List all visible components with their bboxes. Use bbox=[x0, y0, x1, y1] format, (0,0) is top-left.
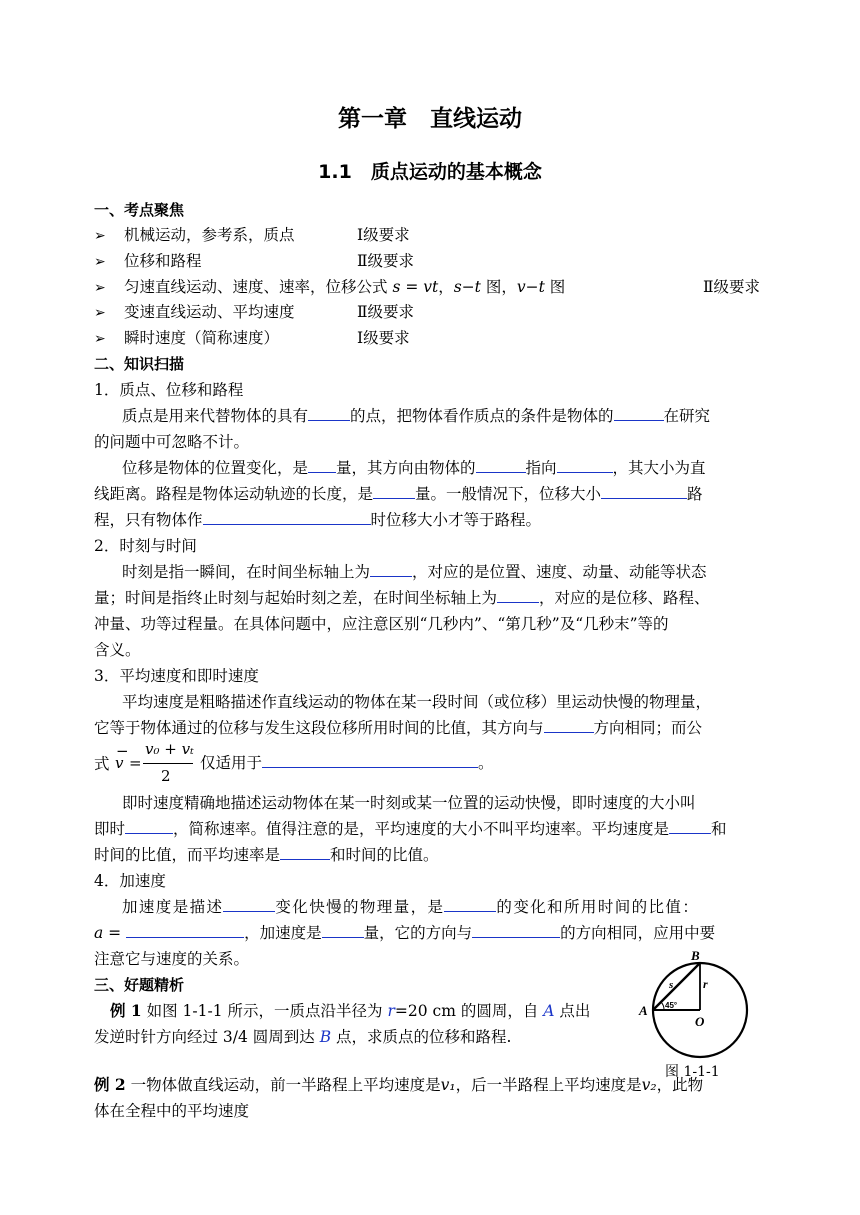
paragraph-line: 即时 ，简称速率。值得注意的是，平均速度的大小不叫平均速率。平均速度是 和 bbox=[94, 820, 727, 838]
blank-line bbox=[280, 845, 330, 860]
blank-line bbox=[601, 484, 687, 499]
level-badge: Ⅱ级要求 bbox=[703, 278, 761, 296]
blank-line bbox=[203, 510, 371, 525]
bullet-icon: ➢ bbox=[94, 280, 106, 296]
label-O: O bbox=[695, 1014, 705, 1029]
bullet-icon: ➢ bbox=[94, 254, 106, 270]
figure-caption: 图 1-1-1 bbox=[665, 1064, 720, 1080]
blank-line bbox=[614, 406, 664, 421]
blank-line bbox=[557, 458, 613, 473]
level-badge: Ⅰ级要求 bbox=[357, 226, 410, 244]
blank-line bbox=[308, 406, 350, 421]
paragraph-line: 加速度是描述 变化快慢的物理量，是 的变化和所用时间的比值： bbox=[122, 898, 700, 916]
part1-heading: 一、考点聚焦 bbox=[94, 201, 185, 219]
subsection-title: 3．平均速度和即时速度 bbox=[94, 667, 259, 685]
paragraph-line: 量；时间是指终止时刻与起始时刻之差，在时间坐标轴上为 ，对应的是位移、路程、 bbox=[94, 589, 710, 607]
example-1: 例 1 如图 1-1-1 所示，一质点沿半径为 r=20 cm 的圆周，自 A 点出 bbox=[110, 1001, 591, 1020]
circle-figure-svg bbox=[628, 950, 753, 1065]
section-title: 1.1 质点运动的基本概念 bbox=[318, 161, 542, 183]
subsection-title: 4．加速度 bbox=[94, 872, 166, 890]
paragraph-line: 线距离。路程是物体运动轨迹的长度，是 量。一般情况下，位移大小 路 bbox=[94, 485, 703, 503]
example-2-cont: 体在全程中的平均速度 bbox=[94, 1102, 250, 1120]
blank-line bbox=[373, 484, 415, 499]
label-B: B bbox=[691, 950, 700, 963]
label-s: s bbox=[669, 979, 674, 991]
label-r: r bbox=[703, 977, 708, 991]
paragraph-line: 仅适用于 。 bbox=[200, 754, 494, 772]
paragraph-line: 即时速度精确地描述运动物体在某一时刻或某一位置的运动快慢，即时速度的大小叫 bbox=[122, 794, 696, 812]
figure-circle-diagram bbox=[628, 950, 753, 1065]
example-2: 例 2 一物体做直线运动，前一半路程上平均速度是v₁，后一半路程上平均速度是v₂，此物 bbox=[94, 1075, 704, 1094]
formula-numerator: v₀ + vₜ bbox=[145, 740, 194, 758]
level-badge: Ⅰ级要求 bbox=[357, 329, 410, 347]
angle-arc bbox=[661, 1002, 664, 1010]
part3-heading: 三、好题精析 bbox=[94, 976, 185, 994]
blank-line bbox=[370, 562, 412, 577]
paragraph-line: 位移是物体的位置变化，是 量，其方向由物体的 指向 ，其大小为直 bbox=[122, 459, 706, 477]
blank-line bbox=[497, 588, 539, 603]
subsection-title: 2．时刻与时间 bbox=[94, 537, 197, 555]
subsection-title: 1．质点、位移和路程 bbox=[94, 381, 244, 399]
paragraph-line: 质点是用来代替物体的具有 的点，把物体看作质点的条件是物体的 在研究 bbox=[122, 407, 711, 425]
blank-line bbox=[125, 819, 173, 834]
label-A: A bbox=[639, 1003, 648, 1018]
blank-line bbox=[126, 923, 244, 938]
formula-lhs: − v bbox=[115, 742, 129, 772]
formula-denominator: 2 bbox=[161, 767, 171, 785]
example-1-cont: 发逆时针方向经过 3/4 圆周到达 B 点，求质点的位移和路程. bbox=[94, 1028, 512, 1046]
blank-line bbox=[444, 897, 496, 912]
paragraph-line: 冲量、功等过程量。在具体问题中，应注意区别“几秒内”、“第几秒”及“几秒末”等的 bbox=[94, 615, 669, 633]
chapter-title: 第一章 直线运动 bbox=[338, 106, 522, 132]
paragraph-line: 程，只有物体作 时位移大小才等于路程。 bbox=[94, 511, 542, 529]
blank-line bbox=[262, 753, 478, 768]
paragraph-line: 的问题中可忽略不计。 bbox=[94, 433, 250, 451]
list-item: ➢ 变速直线运动、平均速度 bbox=[94, 303, 295, 321]
fraction-bar bbox=[143, 763, 193, 764]
paragraph-line: 它等于物体通过的位移与发生这段位移所用时间的比值，其方向与 方向相同；而公 bbox=[94, 719, 703, 737]
blank-line bbox=[476, 458, 526, 473]
paragraph-line: 注意它与速度的关系。 bbox=[94, 950, 250, 968]
level-badge: Ⅱ级要求 bbox=[357, 303, 415, 321]
level-badge: Ⅱ级要求 bbox=[357, 252, 415, 270]
bullet-icon: ➢ bbox=[94, 305, 106, 321]
blank-line bbox=[544, 718, 594, 733]
list-item: ➢ 瞬时速度（简称速度） bbox=[94, 329, 280, 347]
paragraph-line: 平均速度是粗略描述作直线运动的物体在某一段时间（或位移）里运动快慢的物理量， bbox=[122, 693, 712, 711]
label-angle: 45° bbox=[665, 1001, 678, 1010]
list-item: ➢ 机械运动，参考系，质点 bbox=[94, 226, 295, 244]
bullet-icon: ➢ bbox=[94, 331, 106, 347]
list-item: ➢ 匀速直线运动、速度、速率，位移公式 s = vt，s−t 图，v−t 图 bbox=[94, 278, 566, 296]
blank-line bbox=[472, 923, 560, 938]
blank-line bbox=[308, 458, 336, 473]
paragraph-line: 时间的比值，而平均速率是 和时间的比值。 bbox=[94, 846, 439, 864]
paragraph-line: 含义。 bbox=[94, 641, 141, 659]
blank-line bbox=[669, 819, 711, 834]
blank-line bbox=[322, 923, 364, 938]
blank-line bbox=[223, 897, 275, 912]
bullet-icon: ➢ bbox=[94, 228, 106, 244]
paragraph-line: a = ，加速度是 量，它的方向与 的方向相同，应用中要 bbox=[94, 924, 716, 942]
list-item: ➢ 位移和路程 bbox=[94, 252, 202, 270]
formula-equals: = bbox=[129, 754, 142, 772]
formula-prefix: 式 bbox=[94, 755, 110, 773]
part2-heading: 二、知识扫描 bbox=[94, 355, 185, 373]
paragraph-line: 时刻是指一瞬间，在时间坐标轴上为 ，对应的是位置、速度、动量、动能等状态 bbox=[122, 563, 707, 581]
